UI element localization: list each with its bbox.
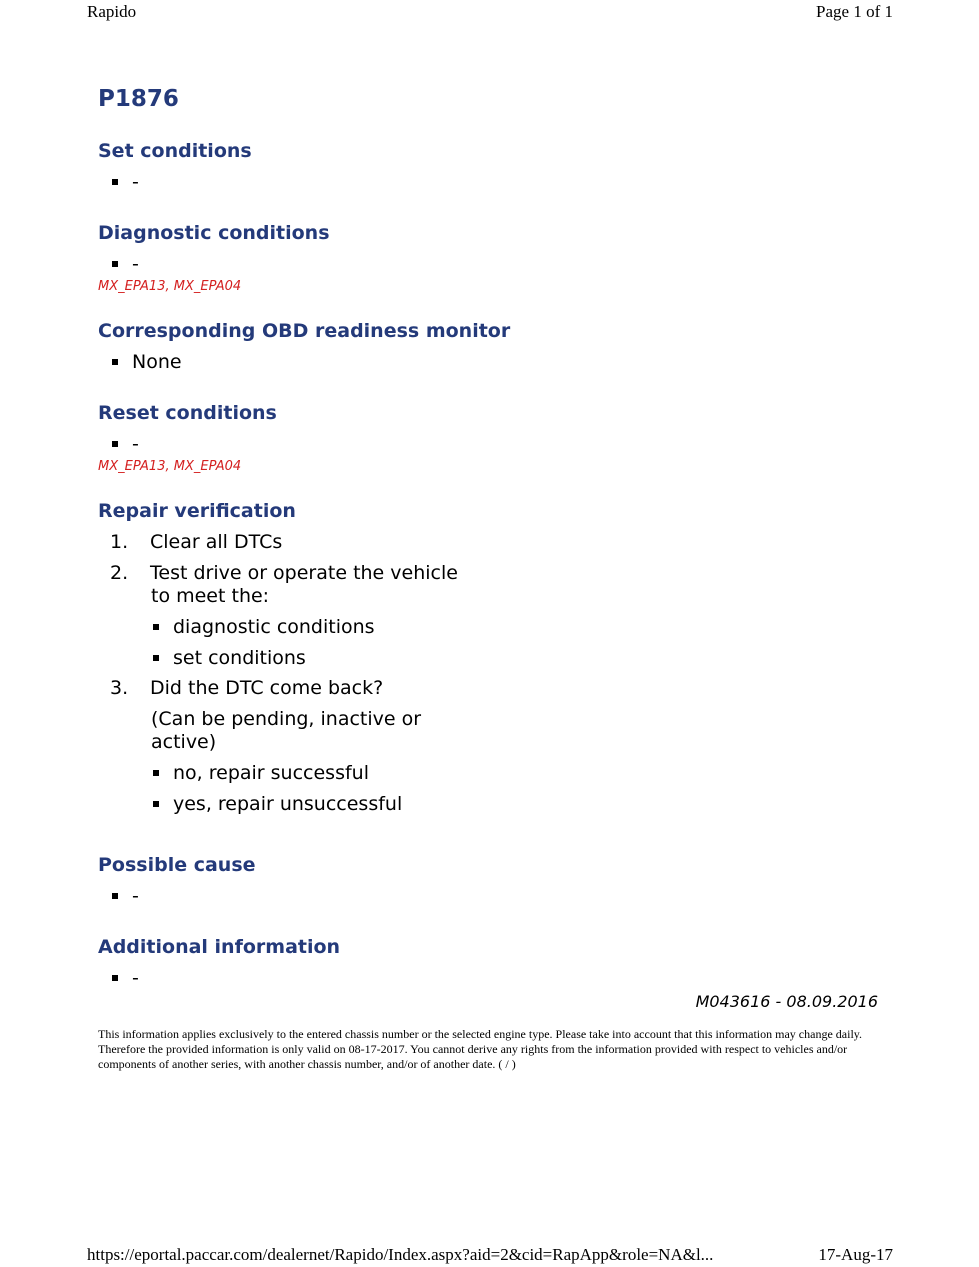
heading-possible-cause: Possible cause: [98, 854, 256, 876]
bullet-icon: [153, 624, 159, 630]
numbered-step-1: 1. Clear all DTCs: [110, 531, 283, 553]
list-item: diagnostic conditions: [153, 616, 375, 639]
list-item: set conditions: [153, 647, 306, 670]
bullet-icon: [112, 975, 118, 981]
print-footer-url: https://eportal.paccar.com/dealernet/Rapido/Index.aspx?aid=2&cid=RapApp&role=NA&l...: [87, 1245, 714, 1264]
numbered-step-3: 3. Did the DTC come back?: [110, 677, 384, 699]
bullet-icon: [153, 801, 159, 807]
applicability-note: MX_EPA13, MX_EPA04: [98, 459, 242, 474]
bullet-icon: [112, 893, 118, 899]
heading-obd-monitor: Corresponding OBD readiness monitor: [98, 320, 511, 342]
bullet-icon: [112, 261, 118, 267]
list-item: -: [112, 171, 139, 194]
list-item: None: [112, 351, 182, 374]
bullet-icon: [112, 179, 118, 185]
bullet-icon: [112, 441, 118, 447]
bullet-icon: [153, 770, 159, 776]
bullet-icon: [112, 359, 118, 365]
list-item: -: [112, 433, 139, 456]
heading-reset-conditions: Reset conditions: [98, 402, 277, 424]
step-3-note-line-2: active): [151, 731, 217, 753]
heading-set-conditions: Set conditions: [98, 140, 252, 162]
list-item: yes, repair unsuccessful: [153, 793, 402, 816]
print-footer-date: 17-Aug-17: [818, 1245, 893, 1264]
document-id: M043616 - 08.09.2016: [695, 992, 878, 1011]
list-item: -: [112, 885, 139, 908]
list-item: no, repair successful: [153, 762, 369, 785]
print-header-page-number: Page 1 of 1: [816, 2, 893, 21]
print-header-app-name: Rapido: [87, 2, 137, 21]
list-item: -: [112, 967, 139, 990]
heading-diagnostic-conditions: Diagnostic conditions: [98, 222, 330, 244]
list-item: -: [112, 253, 139, 276]
applicability-note: MX_EPA13, MX_EPA04: [98, 279, 242, 294]
numbered-step-2: 2. Test drive or operate the vehicle: [110, 562, 458, 584]
heading-additional-information: Additional information: [98, 936, 341, 958]
step-2-continuation: to meet the:: [151, 585, 270, 607]
step-3-note-line-1: (Can be pending, inactive or: [151, 708, 422, 730]
page-title: P1876: [98, 86, 179, 112]
heading-repair-verification: Repair verification: [98, 500, 296, 522]
disclaimer-text: This information applies exclusively to the entered chassis number or the selected engine type. Please take into account that this information may change daily. Therefore the provided information is only valid on 08-17-2017. You cannot derive any rights from the information provided with respect to vehicles and/or components of another series, with another chassis number, and/or of another date. ( / ): [98, 1027, 862, 1071]
bullet-icon: [153, 655, 159, 661]
